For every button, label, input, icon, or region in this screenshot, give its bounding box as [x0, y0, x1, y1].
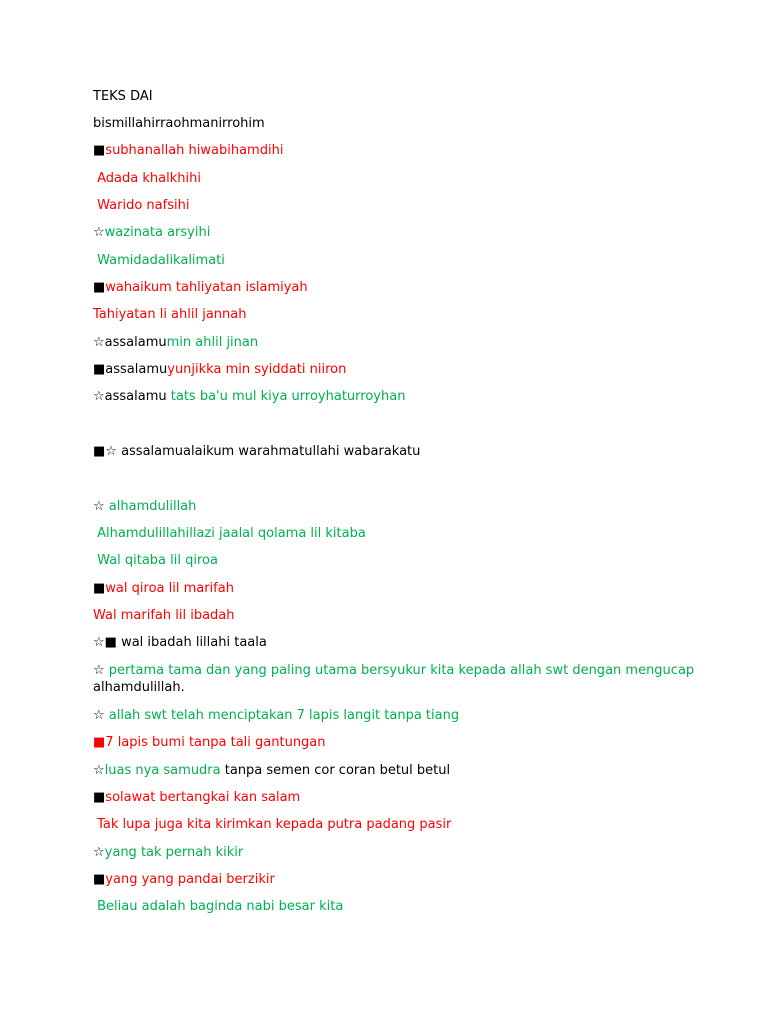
text-segment: ■ [93, 872, 106, 887]
text-segment: ☆■ wal ibadah lillahi taala [93, 635, 267, 650]
text-segment: ■ [93, 280, 106, 295]
text-segment: Wal marifah lil ibadah [93, 608, 235, 623]
text-segment: yunjikka min syiddati niiron [167, 362, 347, 377]
text-line-continuation: alhamdulillah. [93, 680, 185, 695]
text-segment: luas nya samudra [104, 763, 221, 778]
text-segment: ☆ [93, 845, 105, 860]
text-segment: Wal qitaba lil qiroa [93, 553, 218, 568]
text-line [93, 552, 218, 569]
text-segment: wal qiroa lil marifah [105, 581, 234, 596]
text-segment: ■ [93, 143, 106, 158]
text-segment: tanpa semen cor coran betul betul [220, 763, 451, 778]
text-line [93, 279, 308, 296]
text-segment: ☆ [93, 708, 109, 723]
text-line [93, 844, 243, 861]
text-line [93, 734, 326, 751]
text-line [93, 224, 210, 241]
text-segment: Beliau adalah baginda nabi besar kita [93, 899, 344, 914]
text-line [93, 142, 283, 159]
text-line [93, 498, 196, 515]
text-segment: ☆ [93, 763, 105, 778]
text-segment: TEKS DAI [93, 89, 153, 104]
text-line [93, 607, 235, 624]
text-line [93, 580, 234, 597]
text-segment: ■assalamu [93, 362, 168, 377]
text-line [93, 361, 346, 378]
text-segment: ☆assalamu [93, 335, 167, 350]
text-line [93, 816, 451, 833]
text-line [93, 762, 450, 779]
text-segment: bismillahirraohmanirrohim [93, 116, 265, 131]
text-segment: 7 lapis bumi tanpa tali gantungan [105, 735, 326, 750]
text-line [93, 707, 459, 724]
text-segment: allah swt telah menciptakan 7 lapis langit tanpa tiang [108, 708, 460, 723]
text-line [93, 871, 275, 888]
text-line [93, 662, 694, 696]
text-segment: ☆ [93, 663, 109, 678]
text-segment: ■ [93, 735, 106, 750]
text-line [93, 306, 247, 323]
text-segment: Warido nafsihi [93, 198, 190, 213]
text-line [93, 789, 300, 806]
text-segment: wahaikum tahliyatan islamiyah [105, 280, 308, 295]
text-line [93, 197, 189, 214]
text-line [93, 252, 225, 269]
text-segment: Alhamdulillahillazi jaalal qolama lil kitaba [93, 526, 366, 541]
text-line [93, 634, 267, 651]
text-line [93, 525, 366, 542]
text-segment: ■ [93, 790, 106, 805]
text-segment: ☆assalamu [93, 389, 171, 404]
text-line [93, 115, 265, 132]
text-segment: solawat bertangkai kan salam [105, 790, 301, 805]
text-segment: alhamdulillah [108, 499, 197, 514]
text-segment: wazinata arsyihi [104, 225, 211, 240]
text-segment: Wamidadalikalimati [93, 253, 225, 268]
text-line [93, 334, 258, 351]
text-segment: yang yang pandai berzikir [105, 872, 275, 887]
text-line [93, 443, 420, 460]
text-line [93, 898, 343, 915]
text-segment: ■ [93, 581, 106, 596]
text-segment: Tahiyatan li ahlil jannah [93, 307, 247, 322]
text-line [93, 170, 201, 187]
text-segment: Adada khalkhihi [93, 171, 201, 186]
text-segment: ☆ [93, 499, 109, 514]
text-segment: min ahlil jinan [166, 335, 259, 350]
text-line [93, 388, 405, 405]
text-segment: ☆ [93, 225, 105, 240]
text-segment: ■☆ assalamualaikum warahmatullahi wabarakatu [93, 444, 421, 459]
text-segment: tats ba'u mul kiya urroyhaturroyhan [170, 389, 406, 404]
text-segment: yang tak pernah kikir [104, 845, 244, 860]
text-segment: subhanallah hiwabihamdihi [105, 143, 284, 158]
text-line [93, 88, 153, 105]
text-segment: Tak lupa juga kita kirimkan kepada putra padang pasir [93, 817, 452, 832]
text-segment: pertama tama dan yang paling utama bersyukur kita kepada allah swt dengan mengucap [108, 663, 695, 678]
